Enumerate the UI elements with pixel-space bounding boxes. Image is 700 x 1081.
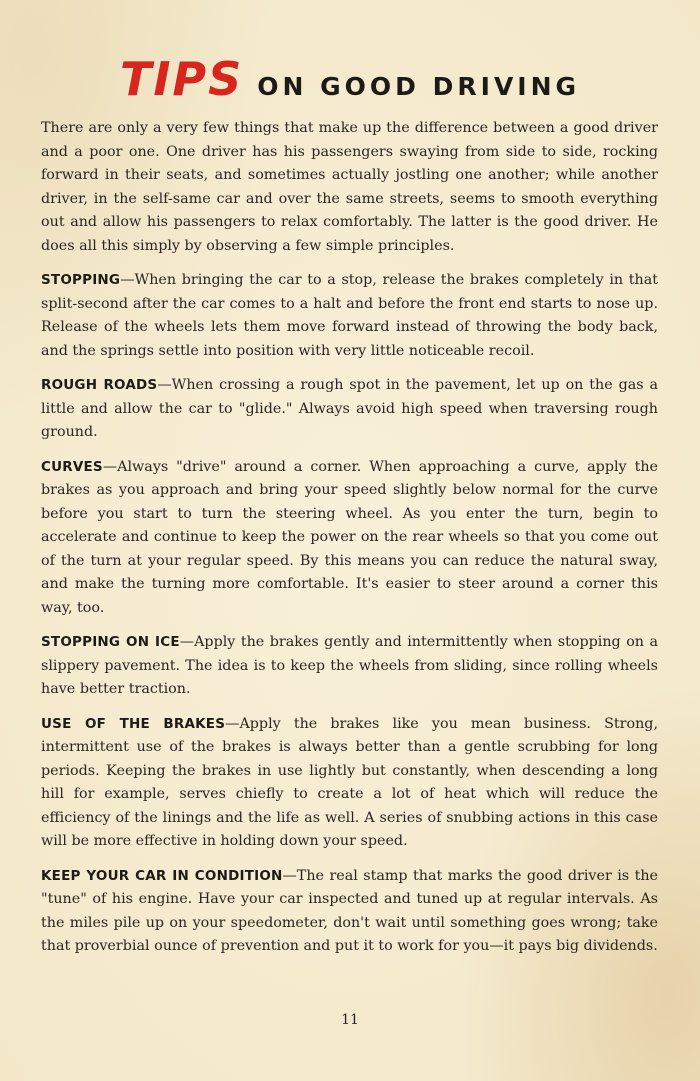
section-heading: ROUGH ROADS (41, 377, 158, 393)
section-stopping-on-ice (41, 631, 658, 702)
section-heading: CURVES (41, 458, 103, 475)
title-rest: ON GOOD DRIVING (257, 72, 581, 101)
section-text: —The real stamp that marks the good driver is the "tune" of his engine. Have your car inspected and tuned up at regular intervals. As the miles pile up on your speedometer, don't wait until something goes wrong; take that proverbial ounce of prevention and put it to work for you—it pays big dividends. (41, 867, 658, 954)
section-curves (41, 456, 658, 621)
title-accent: TIPS (119, 52, 244, 106)
section-text: —When bringing the car to a stop, release the brakes completely in that split-second after the car comes to a halt and before the front end starts to nose up. Release of the wheels lets them move forward instead of throwing the body back, and the springs settle into position with very little noticeable recoil. (41, 272, 658, 359)
intro-paragraph: There are only a very few things that make up the difference between a good driver and a poor one. One driver has his passengers swaying from side to side, rocking forward in their seats, and sometimes actually jostling one another; while another driver, in the self-same car and over the same streets, seems to smooth everything out and allow his passengers to relax comfortably. The latter is the good driver. He does all this simply by observing a few simple principles. (41, 120, 658, 254)
section-heading: STOPPING ON ICE (41, 634, 180, 650)
section-text: —Apply the brakes like you mean business. Strong, intermittent use of the brakes is always better than a gentle scrubbing for long periods. Keeping the brakes in use lightly but constantly, when descending a long hill for example, serves chiefly to create a lot of heat which will reduce the efficiency of the linings and the life as well. A series of snubbing actions in this case will be more effective in holding down your speed. (41, 715, 658, 849)
section-keep-car-in-condition (41, 865, 658, 959)
section-text: —Always "drive" around a corner. When approaching a curve, apply the brakes as you approach and bring your speed slightly below normal for the curve before you start to turn the steering wheel. As you enter the turn, begin to accelerate and continue to keep the power on the rear wheels so that you come out of the turn at your regular speed. By this means you can reduce the natural sway, and make the turning more comfortable. It's easier to steer around a corner this way, too. (41, 458, 658, 616)
section-heading: KEEP YOUR CAR IN CONDITION (41, 867, 283, 884)
page-title (0, 52, 700, 106)
section-stopping (41, 269, 658, 363)
section-text: —Apply the brakes gently and intermittently when stopping on a slippery pavement. The idea is to keep the wheels from sliding, since rolling wheels have better traction. (41, 634, 659, 697)
section-use-of-brakes (41, 713, 658, 854)
section-heading: STOPPING (41, 272, 121, 288)
section-text: —When crossing a rough spot in the pavement, let up on the gas a little and allow the car to "glide." Always avoid high speed when traversing rough ground. (41, 377, 658, 440)
section-rough-roads (41, 374, 658, 445)
body-text (41, 117, 658, 970)
section-heading: USE OF THE BRAKES (41, 715, 226, 732)
page-number: 11 (341, 1012, 359, 1028)
